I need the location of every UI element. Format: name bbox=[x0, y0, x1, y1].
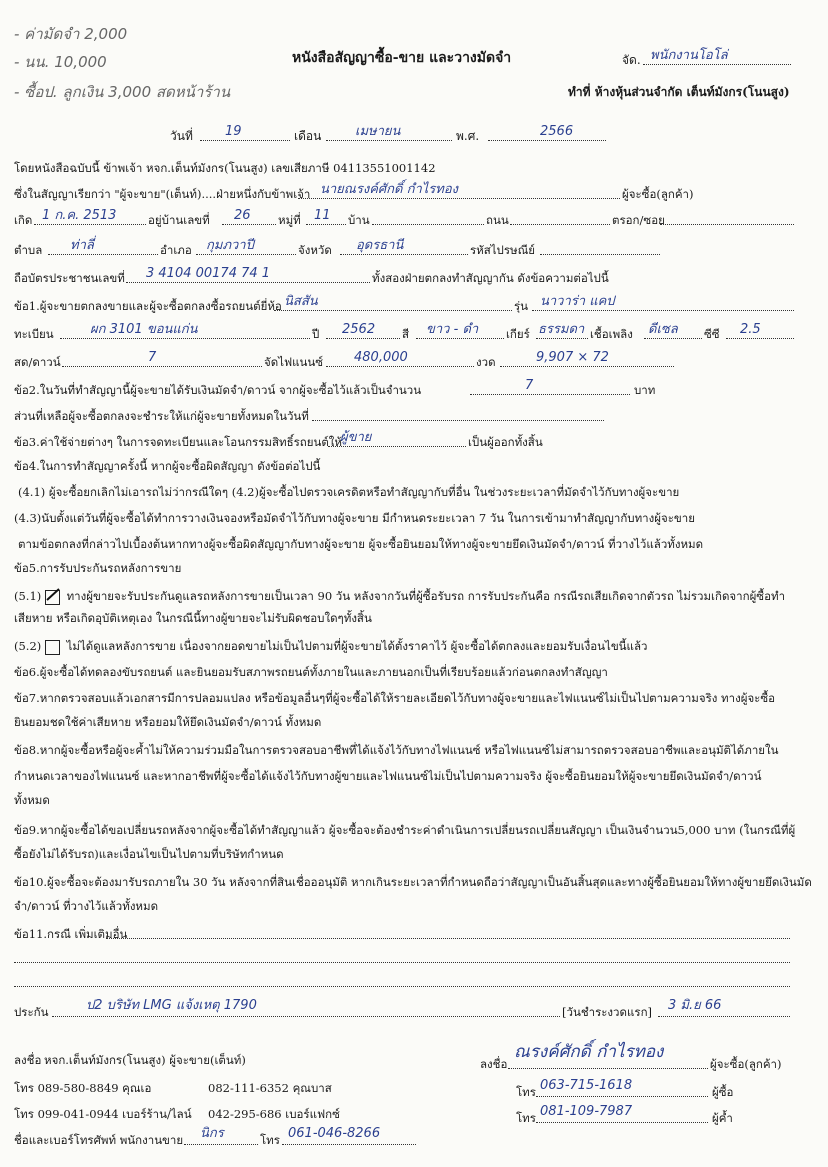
reg-label: ทะเบียน bbox=[14, 327, 54, 341]
born-label: เกิด bbox=[14, 213, 33, 227]
car-year: 2562 bbox=[342, 322, 376, 337]
clause10-a: ข้อ10.ผู้จะซื้อจะต้องมารับรถภายใน 30 วัน หลังจากที่สินเชื่อออนุมัติ หากเกินระยะเวลาที่กำหนดถือว่าสัญญาเป็นอันสิ้นสุดและทางผู้ซื้อยินยอมให้ทางผู้ขายยึดเงินมัด bbox=[14, 875, 812, 889]
car-fuel: ดีเซล bbox=[648, 322, 678, 337]
fuel-label: เชื้อเพลิง bbox=[590, 327, 633, 341]
buyer-tel: 063-715-1618 bbox=[540, 1078, 633, 1093]
seller-tel2: 082-111-6352 คุณบาส bbox=[208, 1081, 332, 1095]
buyer-role-label: ผู้จะซื้อ(ลูกค้า) bbox=[622, 187, 694, 201]
house-value: 26 bbox=[234, 208, 251, 223]
year-value: 2566 bbox=[540, 124, 574, 139]
buyer-name: นายณรงค์ศักดิ์ กำไรทอง bbox=[320, 182, 459, 197]
opt1-text-b: เสียหาย หรือเกิดอุบัติเหตุเอง ในกรณีนี้ทางผู้ขายจะไม่รับผิดชอบใดๆทั้งสิ้น bbox=[14, 611, 372, 625]
down-value: 7 bbox=[148, 350, 157, 365]
province-value: อุดรธานี bbox=[356, 238, 404, 253]
opt1-number: (5.1) bbox=[14, 589, 42, 603]
soi-label: ตรอก/ซอย bbox=[612, 213, 665, 227]
buyer-sign-label: ลงชื่อ bbox=[480, 1057, 508, 1071]
staff-tel-label: โทร bbox=[260, 1133, 280, 1147]
clause2-unit: บาท bbox=[634, 383, 656, 397]
seller-sign-label: ลงชื่อ bbox=[14, 1053, 42, 1067]
clause3-payer: ผู้ขาย bbox=[340, 430, 372, 445]
intro-line2: ซึ่งในสัญญาเรียกว่า "ผู้จะขาย"(เต็นท์)....ฝ่ายหนึ่งกับข้าพเจ้า bbox=[14, 187, 311, 201]
intro-line1: โดยหนังสือฉบับนี้ ข้าพเจ้า หจก.เต็นท์มังกร(โนนสูง) เลขเสียภาษี 0411355100114​2 bbox=[14, 161, 436, 175]
car-color: ขาว - ดำ bbox=[426, 322, 479, 337]
province-label: จังหวัด bbox=[298, 243, 332, 257]
written-at-label: จัด. bbox=[622, 53, 641, 67]
finance-label: จัดไฟแนนซ์ bbox=[264, 355, 324, 369]
clause6: ข้อ6.ผู้จะซื้อได้ทดลองขับรถยนต์ และยินยอมรับสภาพรถยนต์ทั้งภายในและภายนอกเป็นที่เรียบร้อยแล้วก่อนตกลงทำสัญญา bbox=[14, 665, 608, 679]
document-title: หนังสือสัญญาซื้อ-ขาย และวางมัดจำ bbox=[292, 50, 512, 66]
car-reg: ผก 3101 ขอนแก่น bbox=[90, 322, 198, 337]
buyer-tel-label: โทร bbox=[516, 1085, 536, 1099]
buyer-tel-role: ผู้ซื้อ bbox=[712, 1085, 734, 1099]
clause11: ข้อ11.กรณี เพิ่มเติมอื่น bbox=[14, 927, 128, 941]
down-label: สด/ดาวน์ bbox=[14, 355, 61, 369]
clause3-label-a: ข้อ3.ค่าใช้จ่ายต่างๆ ในการจดทะเบียนและโอนกรรมสิทธิ์รถยนต์ให้ bbox=[14, 435, 342, 449]
guarantor-tel: 081-109-7987 bbox=[540, 1104, 633, 1119]
seller-name: หจก.เต็นท์มังกร(โนนสูง) ผู้จะขาย(เต็นท์) bbox=[44, 1053, 246, 1067]
staff-name: นิกร bbox=[200, 1126, 224, 1141]
cc-label: ซีซี bbox=[704, 327, 720, 341]
first-due-value: 3 มิ.ย 66 bbox=[668, 998, 722, 1013]
clause1-label: ข้อ1.ผู้จะขายตกลงขายและผู้จะซื้อตกลงซื้อรถยนต์ยี่ห้อ bbox=[14, 299, 282, 313]
clause10-b: จำ/ดาวน์ ที่วางไว้แล้วทั้งหมด bbox=[14, 899, 159, 913]
clause2-amount: 7 bbox=[525, 378, 534, 393]
seller-tel3: โทร 099-041-0944 เบอร์ร้าน/ไลน์ bbox=[14, 1107, 192, 1121]
gear-label: เกียร์ bbox=[506, 327, 530, 341]
insurance-label: ประกัน bbox=[14, 1005, 49, 1019]
note-finance: - นน. 10,000 bbox=[14, 53, 107, 71]
guarantor-role: ผู้ค้ำ bbox=[712, 1111, 733, 1125]
day-value: 19 bbox=[225, 124, 242, 139]
house-label: อยู่บ้านเลขที่ bbox=[148, 213, 210, 227]
seller-tel4: 042-295-686 เบอร์แฟกซ์ bbox=[208, 1107, 340, 1121]
tambon-label: ตำบล bbox=[14, 243, 43, 257]
clause4-p2: (4.3)นับตั้งแต่วันที่ผู้จะซื้อได้ทำการวางเงินจองหรือมัดจำไว้กับทางผู้จะขาย มีกำหนดระยะเวลา 7 วัน ในการเข้ามาทำสัญญากับทางผู้จะขาย bbox=[14, 511, 695, 525]
clause8-c: ทั้งหมด bbox=[14, 793, 50, 807]
clause2-line2: ส่วนที่เหลือผู้จะซื้อตกลงจะชำระให้แก่ผู้จะขายทั้งหมดในวันที่ bbox=[14, 409, 309, 423]
written-at-value: พนักงานโอโล่ bbox=[650, 48, 728, 63]
clause7-b: ยินยอมชดใช้ค่าเสียหาย หรือยอมให้ยึดเงินมัดจำ/ดาวน์ ทั้งหมด bbox=[14, 715, 322, 729]
staff-label: ชื่อและเบอร์โทรศัพท์ พนักงานขาย bbox=[14, 1133, 184, 1147]
clause4-p1: (4.1) ผู้จะซื้อยกเลิกไม่เอารถไม่ว่ากรณีใดๆ (4.2)ผู้จะซื้อไปตรวจเครดิตหรือทำสัญญากับที่อื่น ในช่วงระยะเวลาที่มัดจำไว้กับทางผู้จะขาย bbox=[18, 485, 680, 499]
opt2-number: (5.2) bbox=[14, 639, 42, 653]
note-deposit: - ค่ามัดจำ 2,000 bbox=[14, 25, 128, 43]
check-mark-icon bbox=[45, 588, 61, 604]
road-label: ถนน bbox=[486, 213, 509, 227]
day-label: วันที่ bbox=[170, 129, 193, 143]
moo-label: หมู่ที่ bbox=[278, 213, 301, 227]
clause8-b: กำหนดเวลาของไฟแนนซ์ และหากอาชีพที่ผู้จะซื้อได้แจ้งไว้กับทางผู้ขายและไฟแนนซ์ไม่เป็นไปตามความจริง ผู้จะซื้อยินยอมให้ผู้จะขายยึดเงินมัดจำ/ดาวน์ bbox=[14, 769, 762, 783]
contract-place: ทำที่ ห้างหุ้นส่วนจำกัด เต็นท์มังกร(โนนสูง) bbox=[568, 85, 790, 99]
clause4-title: ข้อ4.ในการทำสัญญาครั้งนี้ หากผู้จะซื้อผิดสัญญา ดังข้อต่อไปนี้ bbox=[14, 459, 321, 473]
born-value: 1 ก.ค. 2513 bbox=[42, 208, 117, 223]
month-label: เดือน bbox=[294, 129, 322, 143]
clause9-a: ข้อ9.หากผู้จะซื้อได้ขอเปลี่ยนรถหลังจากผู้จะซื้อได้ทำสัญญาแล้ว ผู้จะซื้อจะต้องชำระค่าดำเนินการเปลี่ยนรถเปลี่ยนสัญญา เป็นเงินจำนวน5,000 บาท (ในกรณีที่ผู้ bbox=[14, 823, 796, 837]
opt1-checkbox[interactable] bbox=[45, 590, 60, 605]
seller-tel1: โทร 089-580-8849 คุณเอ bbox=[14, 1081, 152, 1095]
guarantor-tel-label: โทร bbox=[516, 1111, 536, 1125]
clause5-title: ข้อ5.การรับประกันรถหลังการขาย bbox=[14, 561, 182, 575]
id-tail: ทั้งสองฝ่ายตกลงทำสัญญากัน ดังข้อความต่อไปนี้ bbox=[372, 271, 609, 285]
clause8-a: ข้อ8.หากผู้จะซื้อหรือผู้จะค้ำไม่ให้ความร่วมมือในการตรวจสอบอาชีพที่ได้แจ้งไว้กับทางไฟแนนซ์ หรือไฟแนนซ์ไม่สามารถตรวจสอบอาชีพและอนุมัติได้ภายใน bbox=[14, 743, 779, 757]
year-label: พ.ศ. bbox=[456, 129, 480, 143]
note-cash: - ซื้อป. ลูกเงิน 3,000 สดหน้าร้าน bbox=[14, 83, 231, 101]
clause3-label-b: เป็นผู้ออกทั้งสิ้น bbox=[468, 435, 543, 449]
car-brand: นิสสัน bbox=[284, 294, 318, 309]
car-model: นาวาร่า แคป bbox=[540, 294, 615, 309]
installment-value: 9,907 × 72 bbox=[536, 350, 609, 365]
moo-value: 11 bbox=[314, 208, 331, 223]
id-label: ถือบัตรประชาชนเลขที่ bbox=[14, 271, 125, 285]
first-due-label: [วันชำระงวดแรก] bbox=[562, 1005, 653, 1019]
buyer-signature: ณรงค์ศักดิ์ กำไรทอง bbox=[514, 1042, 664, 1062]
staff-tel: 061-046-8266 bbox=[288, 1126, 381, 1141]
amphoe-label: อำเภอ bbox=[160, 243, 192, 257]
opt2-text: ไม่ได้ดูแลหลังการขาย เนื่องจากยอดขายไม่เป็นไปตามที่ผู้จะขายได้ตั้งราคาไว้ ผู้จะซื้อได้ตกลงและยอมรับเงื่อนไขนี้แล้ว bbox=[66, 639, 648, 653]
clause9-b: ซื้อยังไม่ได้รับรถ)และเงื่อนไขเป็นไปตามที่บริษัทกำหนด bbox=[14, 847, 284, 861]
clause4-p3: ตามข้อตกลงที่กล่าวไปเบื้องต้นหากทางผู้จะซื้อผิดสัญญากับทางผู้จะขาย ผู้จะซื้อยินยอมให้ทางผู้จะขายยึดเงินมัดจำ/ดาวน์ ที่วางไว้แล้วทั้งหมด bbox=[18, 537, 704, 551]
car-cc: 2.5 bbox=[740, 322, 761, 337]
postcode-label: รหัสไปรษณีย์ bbox=[470, 243, 536, 257]
finance-value: 480,000 bbox=[354, 350, 408, 365]
clause2-label: ข้อ2.ในวันที่ทำสัญญานี้ผู้จะขายได้รับเงินมัดจำ/ดาวน์ จากผู้จะซื้อไว้แล้วเป็นจำนวน bbox=[14, 383, 422, 397]
color-label: สี bbox=[402, 327, 410, 341]
clause5-opt2 bbox=[14, 638, 647, 655]
opt1-text-a: ทางผู้ขายจะรับประกันดูแลรถหลังการขายเป็นเวลา 90 วัน หลังจากวันที่ผู้ซื้อรับรถ การรับประกันคือ กรณีรถเสียเกิดจากตัวรถ ไม่รวมเกิดจากผู้ซื้อทำ bbox=[66, 589, 786, 603]
village-label: บ้าน bbox=[348, 213, 370, 227]
clause7-a: ข้อ7.หากตรวจสอบแล้วเอกสารมีการปลอมแปลง หรือข้อมูลอื่นๆที่ผู้จะซื้อได้ให้รายละเอียดไว้กับทางผู้จะขายและไฟแนนซ์ไม่เป็นไปตามความจริง ทางผู้จะซื้อ bbox=[14, 691, 776, 705]
id-value: 3 4104 00174 74 1 bbox=[146, 266, 271, 281]
model-label: รุ่น bbox=[514, 299, 529, 313]
tambon-value: ท่าลี่ bbox=[70, 238, 94, 253]
clause5-opt1 bbox=[14, 588, 785, 605]
opt2-checkbox[interactable] bbox=[45, 640, 60, 655]
installment-label: งวด bbox=[476, 355, 496, 369]
year-label-car: ปี bbox=[312, 327, 320, 341]
month-value: เมษายน bbox=[355, 124, 401, 139]
car-gear: ธรรมดา bbox=[538, 322, 585, 337]
first-due-label-text: วันชำระงวดแรก bbox=[566, 1005, 648, 1019]
insurance-value: ป2 บริษัท LMG แจ้งเหตุ 1790 bbox=[86, 998, 257, 1013]
amphoe-value: กุมภวาปี bbox=[206, 238, 254, 253]
buyer-role: ผู้จะซื้อ(ลูกค้า) bbox=[710, 1057, 782, 1071]
